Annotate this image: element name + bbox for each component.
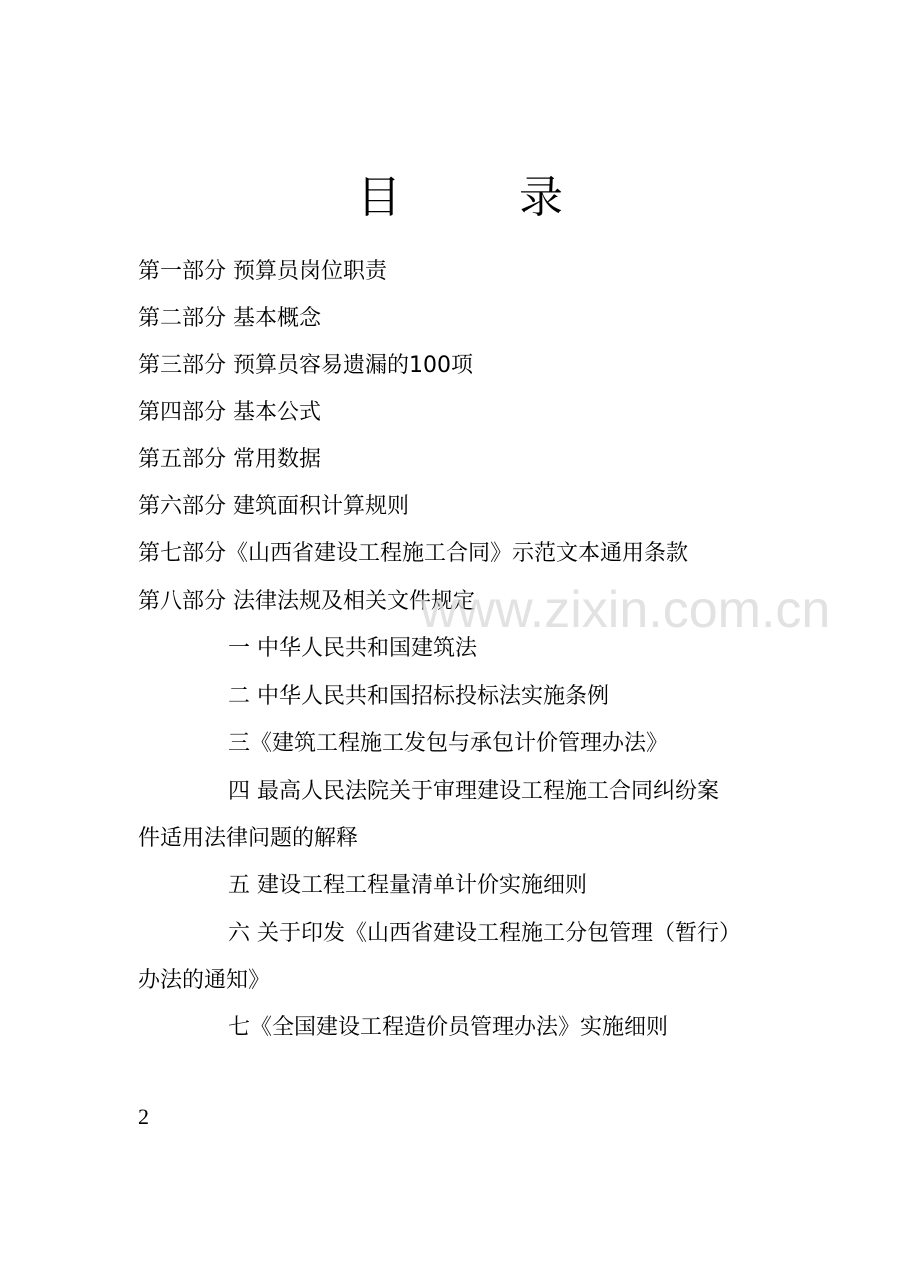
watermark: www.zixin.com.cn [420, 581, 831, 639]
toc-entry-part-1: 第一部分 预算员岗位职责 [138, 259, 387, 284]
toc-subentry-4: 四 最高人民法院关于审理建设工程施工合同纠纷案 [228, 779, 719, 804]
toc-subentry-6: 六 关于印发《山西省建设工程施工分包管理（暂行） [228, 921, 741, 946]
toc-entry-part-4: 第四部分 基本公式 [138, 400, 321, 425]
toc-subentry-2: 二 中华人民共和国招标投标法实施条例 [228, 684, 609, 709]
toc-entry-part-8: 第八部分 法律法规及相关文件规定 [138, 589, 475, 614]
toc-subentry-1: 一 中华人民共和国建筑法 [228, 636, 477, 661]
toc-subentry-6-continued: 办法的通知》 [138, 968, 271, 993]
toc-subentry-4-continued: 件适用法律问题的解释 [138, 826, 359, 851]
toc-subentry-7: 七《全国建设工程造价员管理办法》实施细则 [228, 1015, 669, 1040]
page-number: 2 [138, 1104, 149, 1129]
toc-entry-part-5: 第五部分 常用数据 [138, 447, 321, 472]
toc-subentry-3: 三《建筑工程施工发包与承包计价管理办法》 [228, 731, 669, 756]
toc-entry-part-2: 第二部分 基本概念 [138, 306, 321, 331]
toc-subentry-5: 五 建设工程工程量清单计价实施细则 [228, 873, 587, 898]
toc-entry-part-3: 第三部分 预算员容易遗漏的100项 [138, 353, 473, 378]
toc-title: 目 录 [357, 172, 615, 223]
toc-entry-part-7: 第七部分《山西省建设工程施工合同》示范文本通用条款 [138, 541, 689, 566]
toc-entry-part-6: 第六部分 建筑面积计算规则 [138, 494, 409, 519]
